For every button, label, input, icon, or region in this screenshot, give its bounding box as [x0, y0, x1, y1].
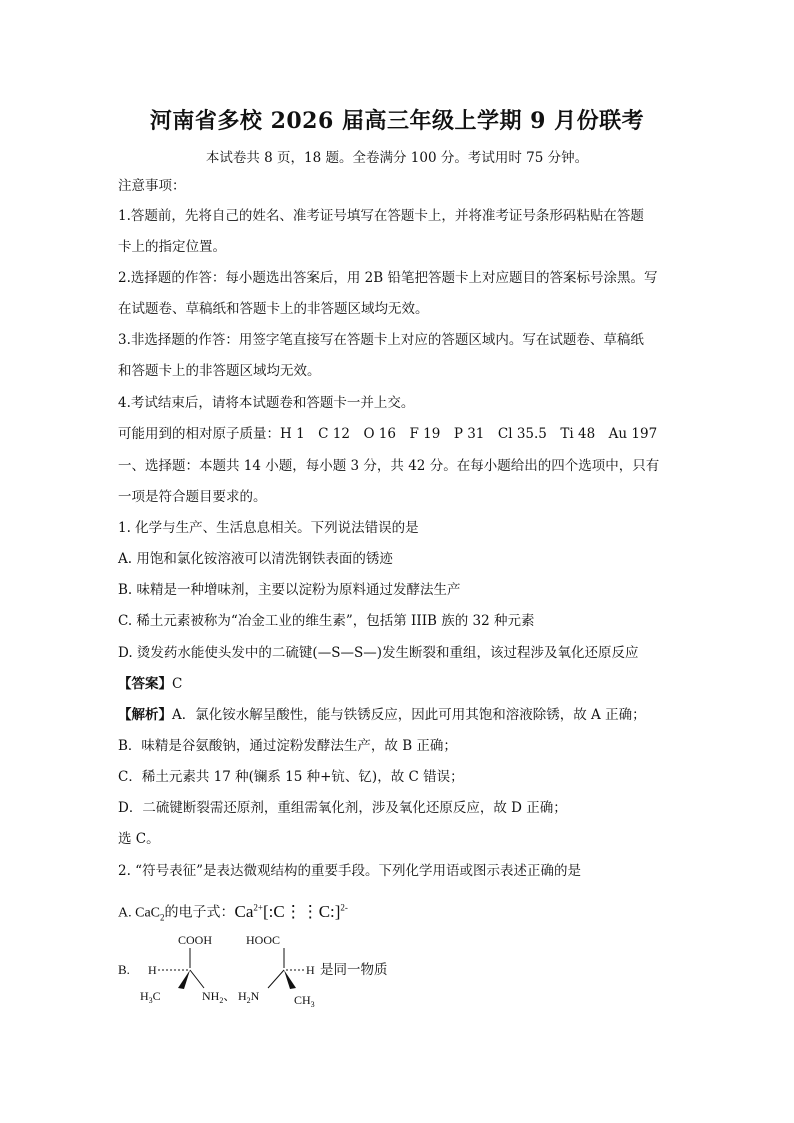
question-2-stem: 2. “符号表征”是表达微观结构的重要手段。下列化学用语或图示表述正确的是	[118, 863, 581, 879]
question-1-option: B. 味精是一种增味剂，主要以淀粉为原料通过发酵法生产	[118, 582, 461, 598]
question-1-option: C. 稀土元素被称为“冶金工业的维生素”，包括第 IIIB 族的 32 种元素	[118, 613, 535, 629]
note-line: 在试题卷、草稿纸和答题卡上的非答题区域均无效。	[118, 301, 429, 317]
note-line: 3.非选择题的作答：用签字笔直接写在答题卡上对应的答题区域内。写在试题卷、草稿纸	[118, 332, 644, 348]
svg-text:COOH: COOH	[178, 933, 213, 947]
question-2-option-a: A. CaC$_2$的电子式：$Ca^{2+}[:C⋮⋮C:]^{2-}$	[118, 901, 348, 923]
question-1-option: D. 烫发药水能使头发中的二硫键(—S—S—)发生断裂和重组，该过程涉及氧化还原反应	[118, 645, 639, 661]
analysis-line: 选 C。	[118, 831, 160, 847]
answer-label: 【答案】	[118, 676, 172, 692]
electron-formula: $Ca^{2+}[:C⋮⋮C:]^{2-}$	[234, 901, 348, 921]
exam-info: 本试卷共 8 页，18 题。全卷满分 100 分。考试用时 75 分钟。	[205, 150, 589, 166]
molecule-1	[140, 933, 235, 1005]
note-line: 和答题卡上的非答题区域均无效。	[118, 363, 321, 379]
molecule-2	[238, 933, 315, 1008]
svg-text:HOOC: HOOC	[246, 933, 281, 947]
note-line: 卡上的指定位置。	[118, 239, 226, 255]
analysis-line: C．稀土元素共 17 种(镧系 15 种+钪、钇)，故 C 错误；	[118, 769, 464, 785]
answer-value: C	[172, 676, 183, 692]
note-line: 2.选择题的作答：每小题选出答案后，用 2B 铅笔把答题卡上对应题目的答案标号涂黑。写	[118, 270, 658, 286]
svg-text:H: H	[306, 963, 315, 977]
section-heading: 一项是符合题目要求的。	[118, 489, 267, 505]
analysis-line: D．二硫键断裂需还原剂，重组需氧化剂，涉及氧化还原反应，故 D 正确；	[118, 800, 567, 816]
option-b-label: B.	[118, 962, 130, 977]
note-line: 4.考试结束后，请将本试题卷和答题卡一并上交。	[118, 395, 415, 411]
analysis-line: B．味精是谷氨酸钠，通过淀粉发酵法生产，故 B 正确；	[118, 738, 457, 754]
svg-text:NH2、: $NH_2$、	[202, 989, 236, 1005]
page-title: 河南省多校 2026 届高三年级上学期 9 月份联考	[149, 108, 645, 134]
svg-text:H2N: $H_2N$	[238, 989, 260, 1005]
section-heading: 一、选择题：本题共 14 小题，每小题 3 分，共 42 分。在每小题给出的四个选项中，只有	[118, 458, 660, 474]
svg-text:H: H	[148, 963, 157, 977]
analysis-line: A．氯化铵水解呈酸性，能与铁锈反应，因此可用其饱和溶液除锈，故 A 正确；	[172, 707, 646, 723]
notes-heading: 注意事项：	[118, 178, 186, 194]
option-b-text: 是同一物质	[320, 962, 388, 978]
question-1-answer	[118, 674, 678, 694]
question-2-option-b-structures	[118, 928, 438, 1008]
atomic-masses: 可能用到的相对原子质量：H 1 C 12 O 16 F 19 P 31 Cl 35.5 Ti 48 Au 197	[118, 426, 658, 442]
svg-text:H3C: $H_3C$	[140, 989, 161, 1005]
question-1-option: A. 用饱和氯化铵溶液可以清洗钢铁表面的锈迹	[118, 551, 393, 567]
question-1-stem: 1. 化学与生产、生活息息相关。下列说法错误的是	[118, 520, 419, 536]
note-line: 1.答题前，先将自己的姓名、准考证号填写在答题卡上，并将准考证号条形码粘贴在答题	[118, 208, 644, 224]
svg-text:CH3: $CH_3$	[294, 993, 315, 1008]
question-1-analysis	[118, 705, 678, 725]
analysis-label: 【解析】	[118, 707, 172, 723]
